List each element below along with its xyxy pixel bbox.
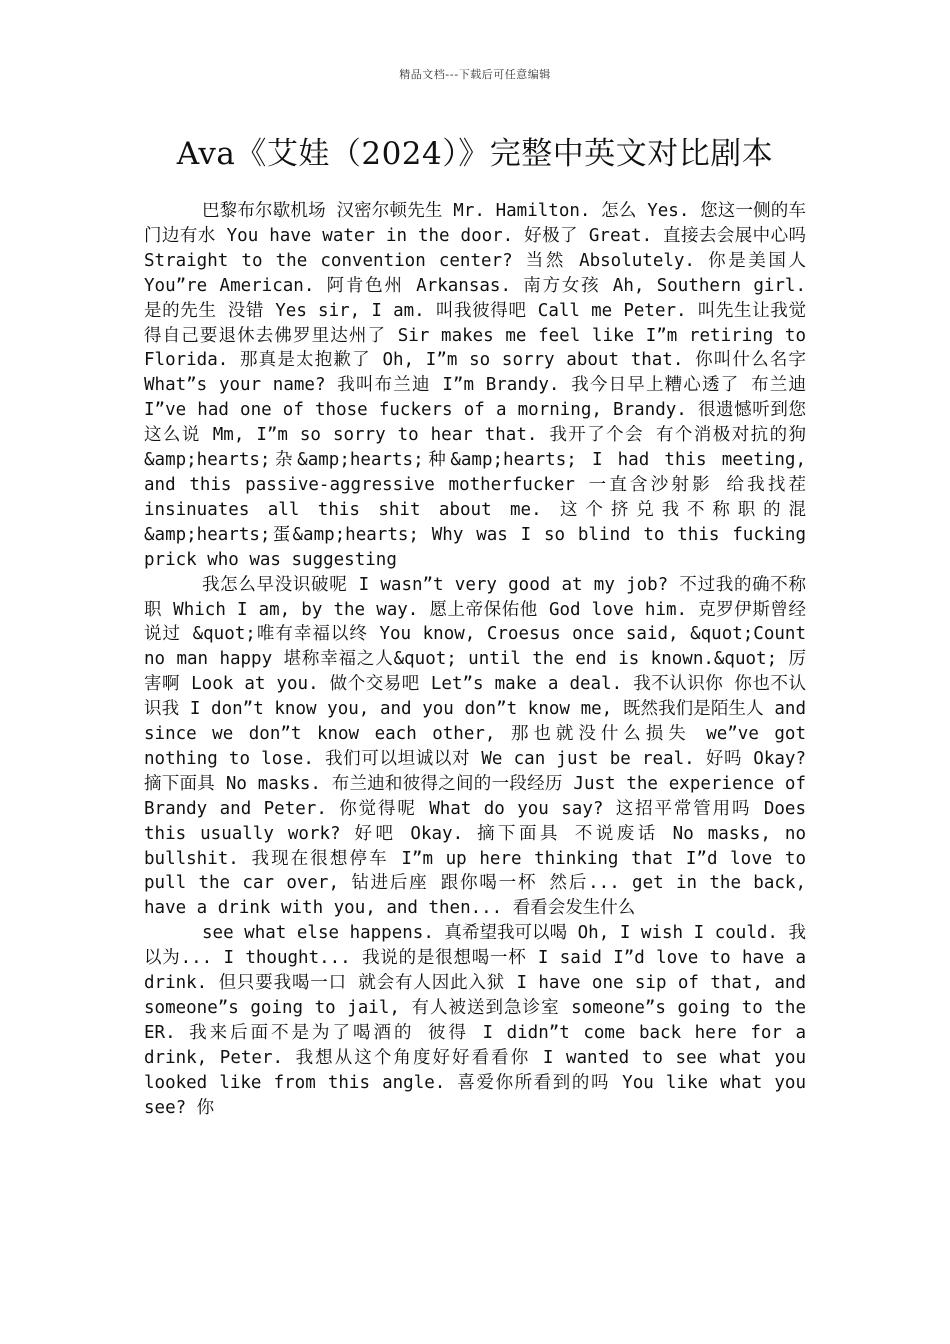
paragraph: 巴黎布尔歇机场 汉密尔顿先生 Mr. Hamilton. 怎么 Yes. 您这一侧的车门边有水 You have water in the door. 好极了 Great. 直接去会展中心吗 Straight to the convention center? 当然 Absolutely. 你是美国人 You”re American. 阿肯色州 Arkansas. 南方女孩 Ah, Southern girl. 是的先生 没错 Yes sir, I am. 叫我彼得吧 Call me Peter. 叫先生让我觉得自己要退休去佛罗里达州了 Sir makes me feel like I”m retiring to Florida. 那真是太抱歉了 Oh, I”m so sorry about that. 你叫什么名字 What”s your name? 我叫布兰迪 I”m Brandy. 我今日早上糟心透了 布兰迪 I”ve had one of those fuckers of a morning, Brandy. 很遗憾听到您这么说 Mm, I”m so sorry to hear that. 我开了个会 有个消极对抗的狗&amp;hearts;杂&amp;hearts;种&amp;hearts; I had this meeting, and this passive-aggressive motherfucker 一直含沙射影 给我找茬 insinuates all this shit about me. 这个挤兑我不称职的混&amp;hearts;蛋&amp;hearts; Why was I so blind to this fucking prick who was suggesting <box>144 201 806 570</box>
page-header: 精品文档---下载后可任意编辑 <box>399 68 551 81</box>
document-title: Ava《艾娃（2024）》完整中英文对比剧本 <box>176 136 774 172</box>
document-body <box>144 199 806 1121</box>
paragraph: see what else happens. 真希望我可以喝 Oh, I wish I could. 我以为... I thought... 我说的是很想喝一杯 I said I”d love to have a drink. 但只要我喝一口 就会有人因此入狱 I have one sip of that, and someone”s going to jail, 有人被送到急诊室 someone”s going to the ER. 我来后面不是为了喝酒的 彼得 I didn”t come back here for a drink, Peter. 我想从这个角度好好看看你 I wanted to see what you looked like from this angle. 喜爱你所看到的吗 You like what you see? 你 <box>144 923 806 1118</box>
paragraph: 我怎么早没识破呢 I wasn”t very good at my job? 不过我的确不称职 Which I am, by the way. 愿上帝保佑他 God love him. 克罗伊斯曾经说过 &quot;唯有幸福以终 You know, Croesus once said, &quot;Count no man happy 堪称幸福之人&quot; until the end is known.&quot; 厉害啊 Look at you. 做个交易吧 Let”s make a deal. 我不认识你 你也不认识我 I don”t know you, and you don”t know me, 既然我们是陌生人 and since we don”t know each other, 那也就没什么损失 we”ve got nothing to lose. 我们可以坦诚以对 We can just be real. 好吗 Okay? 摘下面具 No masks. 布兰迪和彼得之间的一段经历 Just the experience of Brandy and Peter. 你觉得呢 What do you say? 这招平常管用吗 Does this usually work? 好吧 Okay. 摘下面具 不说废话 No masks, no bullshit. 我现在很想停车 I”m up here thinking that I”d love to pull the car over, 钻进后座 跟你喝一杯 然后... get in the back, have a drink with you, and then... 看看会发生什么 <box>144 574 806 919</box>
